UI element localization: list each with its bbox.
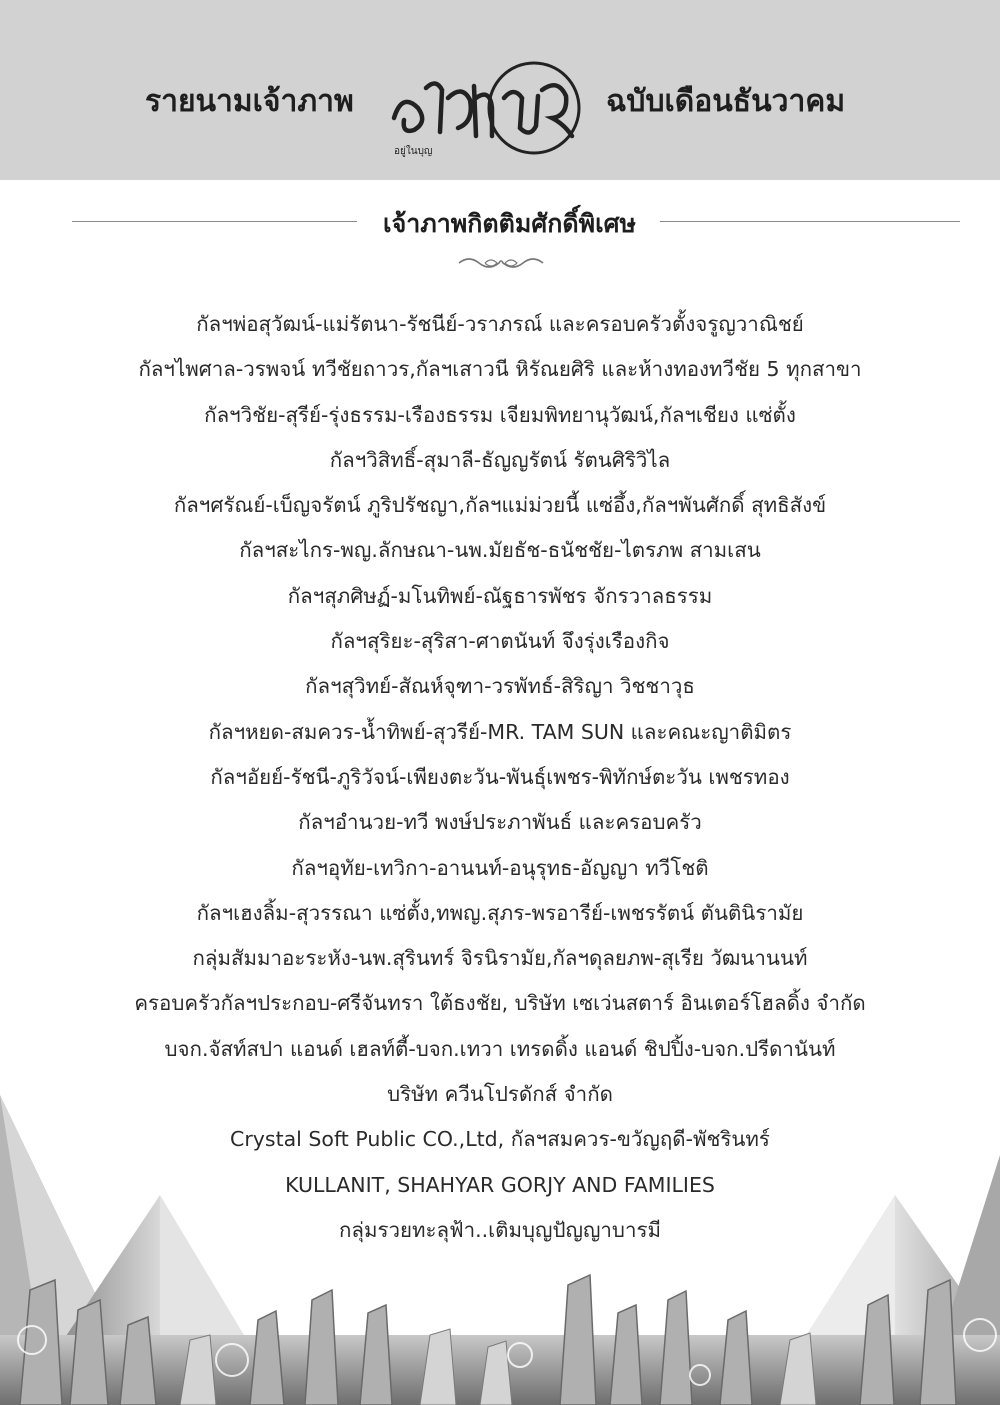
donor-line: กลุ่มรวยทะลุฟ้า..เติมบุญปัญญาบารมี — [339, 1217, 661, 1242]
donor-line: กัลฯสุภศิษฏ์-มโนทิพย์-ณัฐธารพัชร จักรวาลธรรม — [287, 583, 713, 608]
header-right-title: ฉบับเดือนธันวาคม — [606, 84, 846, 119]
donor-line: ครอบครัวกัลฯประกอบ-ศรีจันทรา ใต้ธงชัย, บริษัท เซเว่นสตาร์ อินเตอร์โฮลดิ้ง จำกัด — [134, 991, 866, 1016]
donor-line: KULLANIT, SHAHYAR GORJY AND FAMILIES — [285, 1172, 715, 1197]
donor-line: กัลฯสุวิทย์-สัณห์จุฑา-วรพัทธ์-สิริญา วิชชาวุธ — [305, 674, 695, 699]
donor-line: กัลฯสุริยะ-สุริสา-ศาตนันท์ จึงรุ่งเรืองกิจ — [330, 629, 670, 654]
donor-line: บริษัท ควีนโปรดักส์ จำกัด — [387, 1082, 613, 1107]
donor-line: กัลฯพ่อสุวัฒน์-แม่รัตนา-รัชนีย์-วราภรณ์ และครอบครัวตั้งจรูญวาณิชย์ — [196, 312, 804, 336]
donor-line: กัลฯเฮงลิ้ม-สุวรรณา แซ่ตั้ง,ทพญ.สุภร-พรอารีย์-เพชรรัตน์ ตันตินิรามัย — [196, 900, 804, 925]
donor-line: Crystal Soft Public CO.,Ltd, กัลฯสมควร-ขวัญฤดี-พัชรินทร์ — [230, 1127, 770, 1152]
header-left-title: รายนามเจ้าภาพ — [145, 84, 354, 119]
donor-line: กัลฯวิชัย-สุรีย์-รุ่งธรรม-เรืองธรรม เจียมพิทยานุวัฒน์,กัลฯเชียง แซ่ตั้ง — [204, 402, 796, 427]
donor-line: กัลฯไพศาล-วรพจน์ ทวีชัยถาวร,กัลฯเสาวนี หิรัณยศิริ และห้างทองทวีชัย 5 ทุกสาขา — [138, 357, 862, 382]
donor-line: กัลฯอุทัย-เทวิกา-อานนท์-อนุรุทธ-อัญญา ทวีโชติ — [291, 855, 709, 880]
donor-line: บจก.จัสท์สปา แอนด์ เฮลท์ตี้-บจก.เทวา เทรดดิ้ง แอนด์ ชิปปิ้ง-บจก.ปรีดานันท์ — [164, 1036, 836, 1061]
section-heading: เจ้าภาพกิตติมศักดิ์พิเศษ — [383, 209, 636, 238]
bun-logo-icon — [382, 58, 597, 158]
heading-rule-right — [660, 221, 960, 222]
donor-line: กัลฯอำนวย-ทวี พงษ์ประภาพันธ์ และครอบครัว — [298, 810, 702, 835]
donor-line: กัลฯหยด-สมควร-น้ำทิพย์-สุวรีย์-MR. TAM SUN และคณะญาติมิตร — [208, 719, 792, 744]
heading-rule-left — [72, 221, 357, 222]
donor-line: กัลฯอัยย์-รัชนี-ภูริวัจน์-เพียงตะวัน-พันธุ์เพชร-พิทักษ์ตะวัน เพชรทอง — [210, 764, 790, 789]
scroll-ornament-icon — [455, 254, 547, 272]
donor-line: กัลฯวิสิทธิ์-สุมาลี-ธัญญรัตน์ รัตนศิริวิไล — [329, 447, 671, 472]
donor-line: กัลฯสะไกร-พญ.ลักษณา-นพ.มัยธัช-ธนัชชัย-ไตรภพ สามเสน — [239, 538, 761, 563]
donor-line: กัลฯศรัณย์-เบ็ญจรัตน์ ภูริปรัชญา,กัลฯแม่ม่วยนี้ แซ่อึ้ง,กัลฯพันศักดิ์ สุทธิสังข์ — [173, 493, 827, 518]
section-heading-row — [72, 200, 960, 244]
crystal-pyramids-icon — [0, 1085, 1000, 1405]
donor-line: กลุ่มสัมมาอะระหัง-นพ.สุรินทร์ จิรนิรามัย,กัลฯดุลยภพ-สุเรีย วัฒนานนท์ — [192, 946, 808, 971]
logo-text: อยู่ในบุญ — [394, 146, 433, 157]
